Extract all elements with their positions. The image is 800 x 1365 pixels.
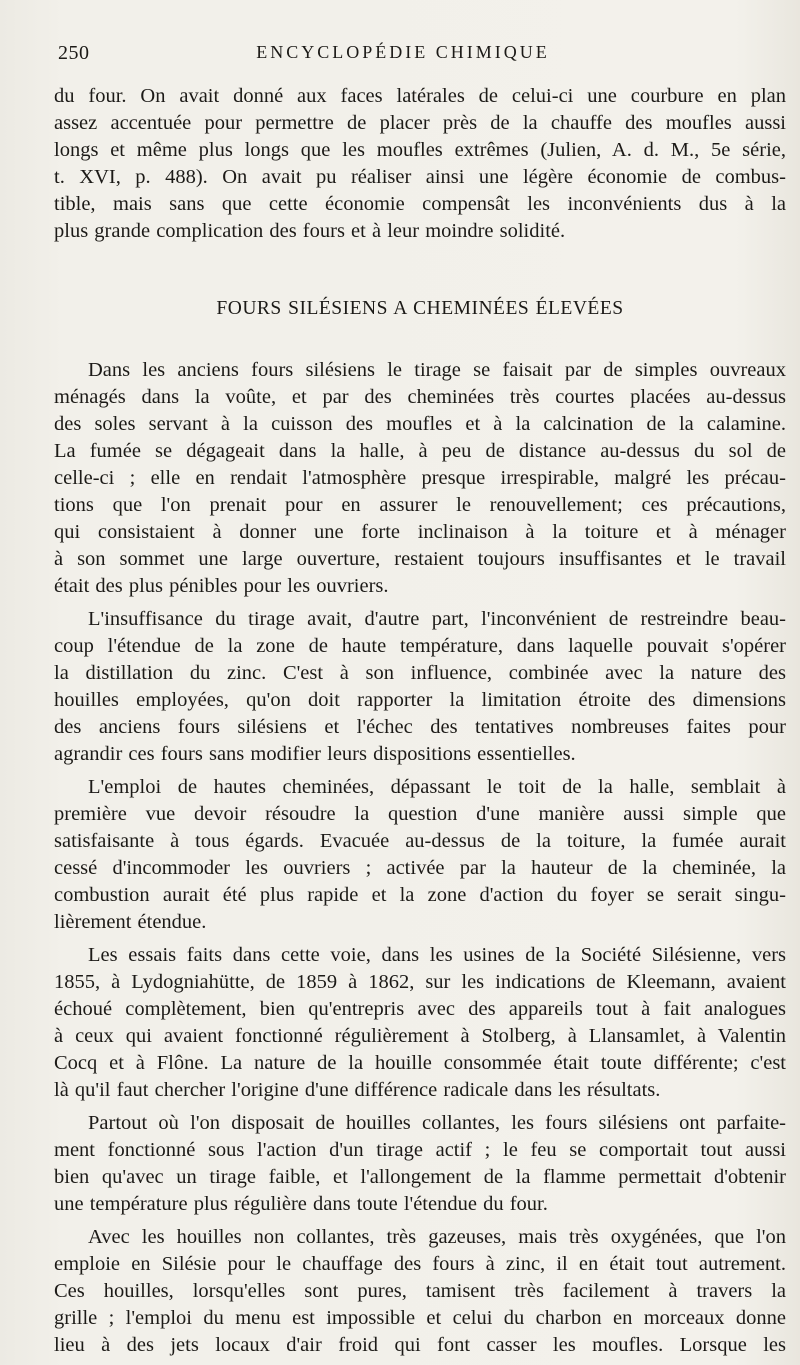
text-line: Dans les anciens fours silésiens le tirage se faisait par de simples ouvreaux [88, 359, 786, 381]
text-line: une température plus régulière dans toute l'étendue du four. [54, 1193, 548, 1215]
text-line: L'insuffisance du tirage avait, d'autre part, l'inconvénient de restreindre beau- [88, 608, 786, 630]
text-line: bien qu'avec un tirage faible, et l'allongement de la flamme permettait d'obtenir [54, 1166, 786, 1188]
text-line: satisfaisante à tous égards. Evacuée au-dessus de la toiture, la fumée aurait [54, 830, 786, 852]
text-line: lièrement étendue. [54, 911, 207, 933]
text-line: La fumée se dégageait dans la halle, à peu de distance au-dessus du sol de [54, 440, 786, 462]
text-line: assez accentuée pour permettre de placer près de la chauffe des moufles aussi [54, 112, 786, 134]
paragraph-5 [54, 1110, 786, 1218]
text-line: des soles servant à la cuisson des moufles et à la calcination de la calamine. [54, 413, 786, 435]
text-line: à son sommet une large ouverture, restaient toujours insuffisantes et le travail [54, 548, 786, 570]
text-line: combustion aurait été plus rapide et la zone d'action du foyer se serait singu- [54, 884, 786, 906]
paragraph-2 [54, 606, 786, 768]
text-line: t. XVI, p. 488). On avait pu réaliser ainsi une légère économie de combus- [54, 166, 786, 188]
text-line: ment fonctionné sous l'action d'un tirage actif ; le feu se comportait tout aussi [54, 1139, 786, 1161]
text-line: la distillation du zinc. C'est à son influence, combinée avec la nature des [54, 662, 786, 684]
text-line: tible, mais sans que cette économie compensât les inconvénients dus à la [54, 193, 786, 215]
text-line: cessé d'incommoder les ouvriers ; activée par la hauteur de la cheminée, la [54, 857, 786, 879]
text-line: Les essais faits dans cette voie, dans les usines de la Société Silésienne, vers [88, 944, 786, 966]
text-line: ménagés dans la voûte, et par des cheminées très courtes placées au-dessus [54, 386, 786, 408]
page-number: 250 [58, 42, 90, 64]
text-line: coup l'étendue de la zone de haute température, dans laquelle pouvait s'opérer [54, 635, 786, 657]
text-line: L'emploi de hautes cheminées, dépassant le toit de la halle, semblait à [88, 776, 786, 798]
text-line: échoué complètement, bien qu'entrepris avec des appareils tout à fait analogues [54, 998, 786, 1020]
text-line: là qu'il faut chercher l'origine d'une différence radicale dans les résultats. [54, 1079, 661, 1101]
text-line: première vue devoir résoudre la question d'une manière aussi simple que [54, 803, 786, 825]
text-line: était des plus pénibles pour les ouvriers. [54, 575, 389, 597]
text-line: celle-ci ; elle en rendait l'atmosphère presque irrespirable, malgré les précau- [54, 467, 786, 489]
paragraph-6 [54, 1224, 786, 1359]
paragraph-1 [54, 357, 786, 600]
paragraph-4 [54, 942, 786, 1104]
text-line: tions que l'on prenait pour en assurer le renouvellement; ces précautions, [54, 494, 786, 516]
section-title: FOURS SILÉSIENS A CHEMINÉES ÉLEVÉES [216, 298, 624, 319]
text-line: des anciens fours silésiens et l'échec des tentatives nombreuses faites pour [54, 716, 786, 738]
text-line: Cocq et à Flône. La nature de la houille consommée était toute différente; c'est [54, 1052, 786, 1074]
text-line: du four. On avait donné aux faces latérales de celui-ci une courbure en plan [54, 85, 786, 107]
text-line: lieu à des jets locaux d'air froid qui font casser les moufles. Lorsque les [54, 1334, 786, 1356]
intro-paragraph [54, 83, 786, 245]
text-line: Partout où l'on disposait de houilles collantes, les fours silésiens ont parfaite- [88, 1112, 786, 1134]
text-line: à ceux qui avaient fonctionné régulièrement à Stolberg, à Llansamlet, à Valentin [54, 1025, 786, 1047]
text-line: houilles employées, qu'on doit rapporter la limitation étroite des dimensions [54, 689, 786, 711]
running-title: ENCYCLOPÉDIE CHIMIQUE [256, 42, 550, 62]
text-line: qui consistaient à donner une forte inclinaison à la toiture et à ménager [54, 521, 786, 543]
paragraph-3 [54, 774, 786, 936]
text-line: longs et même plus longs que les moufles extrêmes (Julien, A. d. M., 5e série, [54, 139, 786, 161]
text-line: agrandir ces fours sans modifier leurs dispositions essentielles. [54, 743, 576, 765]
text-line: emploie en Silésie pour le chauffage des fours à zinc, il en était tout autrement. [54, 1253, 786, 1275]
page-header [58, 42, 748, 72]
text-line: grille ; l'emploi du menu est impossible et celui du charbon en morceaux donne [54, 1307, 786, 1329]
text-line: 1855, à Lydogniahütte, de 1859 à 1862, sur les indications de Kleemann, avaient [54, 971, 786, 993]
text-line: Ces houilles, lorsqu'elles sont pures, tamisent très facilement à travers la [54, 1280, 786, 1302]
body-text [54, 83, 786, 1359]
text-line: Avec les houilles non collantes, très gazeuses, mais très oxygénées, que l'on [88, 1226, 786, 1248]
text-line: plus grande complication des fours et à leur moindre solidité. [54, 220, 566, 242]
